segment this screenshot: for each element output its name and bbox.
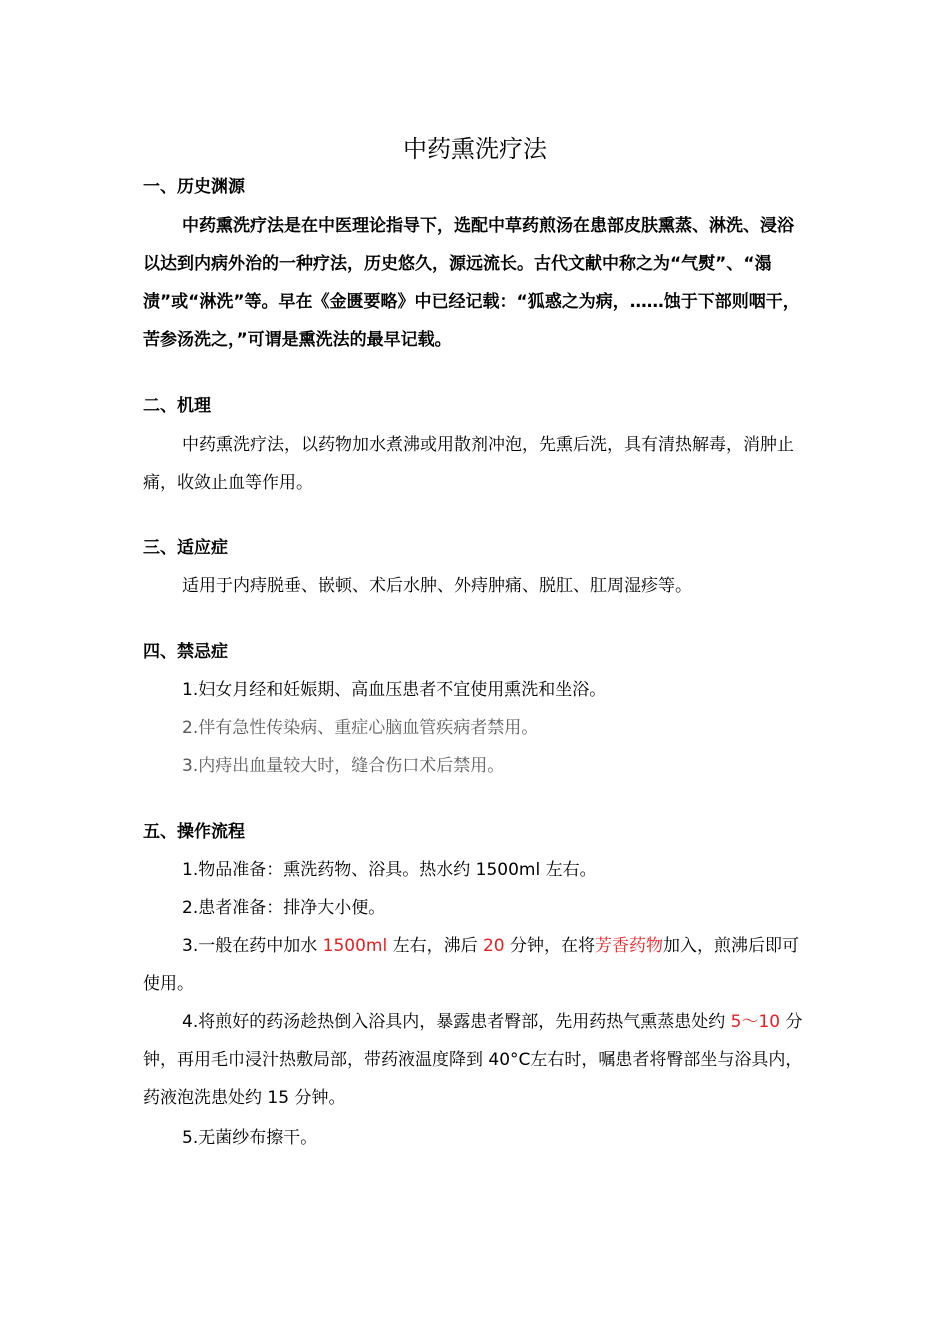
- section-heading-contraindications: 四、禁忌症: [143, 642, 228, 662]
- procedure-step-3: [143, 927, 808, 1003]
- contraindication-item: 2.伴有急性传染病、重症心脑血管疾病者禁用。: [182, 718, 539, 738]
- procedure-step-5: 5.无菌纱布擦干。: [182, 1128, 318, 1148]
- procedure-step-2: 2.患者准备：排净大小便。: [182, 898, 386, 918]
- step3-text: 左右，沸后: [387, 936, 483, 956]
- step3-text: 3.一般在药中加水: [182, 936, 323, 956]
- section-paragraph-history: 中药熏洗疗法是在中医理论指导下，选配中草药煎汤在患部皮肤熏蒸、淋洗、浸浴以达到内病外治的一种疗法，历史悠久，源远流长。古代文献中称之为“气熨”、“溻渍”或“淋洗”等。早在《金匮要略》中已经记载：“狐惑之为病，……蚀于下部则咽干，苦参汤洗之，”可谓是熏洗法的最早记载。: [143, 216, 800, 350]
- section-paragraph-indications: 适用于内痔脱垂、嵌顿、术后水肿、外痔肿痛、脱肛、肛周湿疹等。: [182, 576, 692, 596]
- section-heading-procedure: 五、操作流程: [143, 822, 245, 842]
- procedure-step-4: [143, 1003, 808, 1117]
- step3-text: 加入，煎沸后即可使用。: [143, 936, 800, 994]
- procedure-step-1: 1.物品准备：熏洗药物、浴具。热水约 1500ml 左右。: [182, 860, 597, 880]
- section-heading-mechanism: 二、机理: [143, 396, 211, 416]
- step4-text: 分钟，再用毛巾浸汁热敷局部，带药液温度降到 40°C左右时，嘱患者将臀部坐与浴具内，药液泡洗患处约 15 分钟。: [143, 1012, 803, 1108]
- highlight-aromatic-herbs: 芳香药物: [595, 936, 664, 956]
- contraindication-item: 1.妇女月经和妊娠期、高血压患者不宜使用熏洗和坐浴。: [182, 680, 607, 700]
- contraindication-item: 3.内痔出血量较大时，缝合伤口术后禁用。: [182, 756, 505, 776]
- step3-text: 分钟，在将: [504, 936, 596, 956]
- highlight-water-volume: 1500ml: [322, 936, 388, 956]
- highlight-boil-minutes: 20: [482, 936, 505, 956]
- highlight-fumigation-minutes: 5～10: [730, 1012, 781, 1032]
- section-heading-history: 一、历史渊源: [143, 177, 245, 197]
- step4-text: 4.将煎好的药汤趁热倒入浴具内，暴露患者臀部，先用药热气熏蒸患处约: [182, 1012, 731, 1032]
- document-title: 中药熏洗疗法: [403, 135, 547, 163]
- section-paragraph-mechanism: 中药熏洗疗法，以药物加水煮沸或用散剂冲泡，先熏后洗，具有清热解毒，消肿止痛，收敛止血等作用。: [143, 435, 794, 493]
- section-heading-indications: 三、适应症: [143, 538, 228, 558]
